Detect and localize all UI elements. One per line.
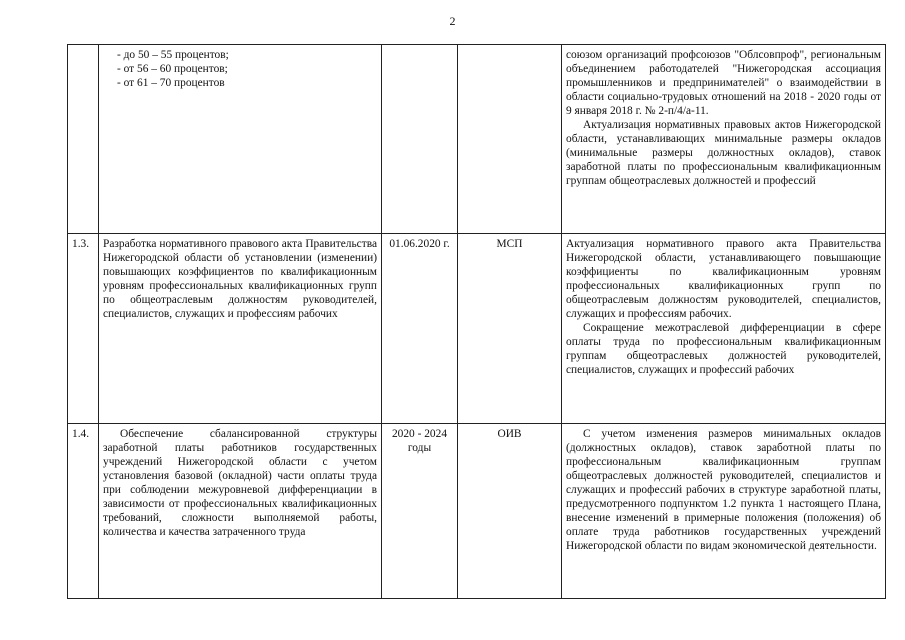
result-paragraph: Сокращение межотраслевой дифференциации в сфере оплаты труда по профессиональным квалификационным группам общеотраслевых должностей руководителей, специалистов, служащих и профессий рабочих	[566, 322, 881, 376]
item-number-cell	[68, 45, 99, 234]
task-text: Обеспечение сбалансированной структуры заработной платы работников государственных учреждений Нижегородской области с учетом установления базовой (окладной) части оплаты труда при соблюдении межуровневой дифференциации в зависимости от профессиональных квалификационных требований, сложности выполняемой работы, количества и качества затраченного труда	[103, 428, 377, 538]
table-row	[68, 234, 886, 424]
action-plan-table	[67, 44, 886, 599]
result-paragraph: союзом организаций профсоюзов "Облсовпроф", региональным объединением работодателей "Нижегородская ассоциация промышленников и предпринимателей" о взаимодействии в области социально-трудовых отношений на 2018 - 2020 годы от 9 января 2018 г. № 2-п/4/а-11.	[566, 49, 881, 117]
list-item: - от 56 – 60 процентов;	[117, 63, 228, 75]
deadline-cell	[382, 45, 458, 234]
responsible-cell: ОИВ	[458, 424, 562, 599]
task-cell	[99, 234, 382, 424]
result-cell	[562, 424, 886, 599]
table-row	[68, 424, 886, 599]
item-number-cell: 1.4.	[68, 424, 99, 599]
deadline-cell: 2020 - 2024 годы	[382, 424, 458, 599]
result-paragraph: С учетом изменения размеров минимальных окладов (должностных окладов), ставок заработной платы по профессиональным квалификационным группам общеотраслевых должностей руководителей, специалистов и служащих и профессий рабочих в структуре заработной платы, предусмотренного подпунктом 1.2 пункта 1 настоящего Плана, внесение изменений в примерные положения (положения) об оплате труда работников государственных учреждений Нижегородской области по видам экономической деятельности.	[566, 428, 881, 552]
list-item: - от 61 – 70 процентов	[117, 77, 225, 89]
responsible-cell	[458, 45, 562, 234]
table-row	[68, 45, 886, 234]
deadline-cell: 01.06.2020 г.	[382, 234, 458, 424]
task-cell	[99, 45, 382, 234]
result-cell	[562, 45, 886, 234]
responsible-cell: МСП	[458, 234, 562, 424]
page-number: 2	[449, 14, 456, 28]
result-paragraph: Актуализация нормативного правого акта Правительства Нижегородской области, устанавливающего повышающие коэффициенты по квалификационным уровням профессиональных квалификационных групп по общеотраслевым должностям руководителей, специалистов, служащих и профессиям рабочих.	[566, 238, 881, 320]
item-number-cell: 1.3.	[68, 234, 99, 424]
list-item: - до 50 – 55 процентов;	[117, 49, 229, 61]
percent-range-list	[103, 48, 377, 90]
result-cell	[562, 234, 886, 424]
task-cell	[99, 424, 382, 599]
task-text: Разработка нормативного правового акта Правительства Нижегородской области об установлении (изменении) повышающих коэффициентов по квалификационным уровням профессиональных квалификационных групп по общеотраслевым должностям руководителей, специалистов, служащих и профессиям рабочих	[103, 238, 377, 320]
result-paragraph: Актуализация нормативных правовых актов Нижегородской области, устанавливающих минимальные размеры окладов (минимальные размеры должностных окладов), ставок заработной платы по профессиональным квалификационным группам общеотраслевых должностей и профессий	[566, 119, 881, 187]
